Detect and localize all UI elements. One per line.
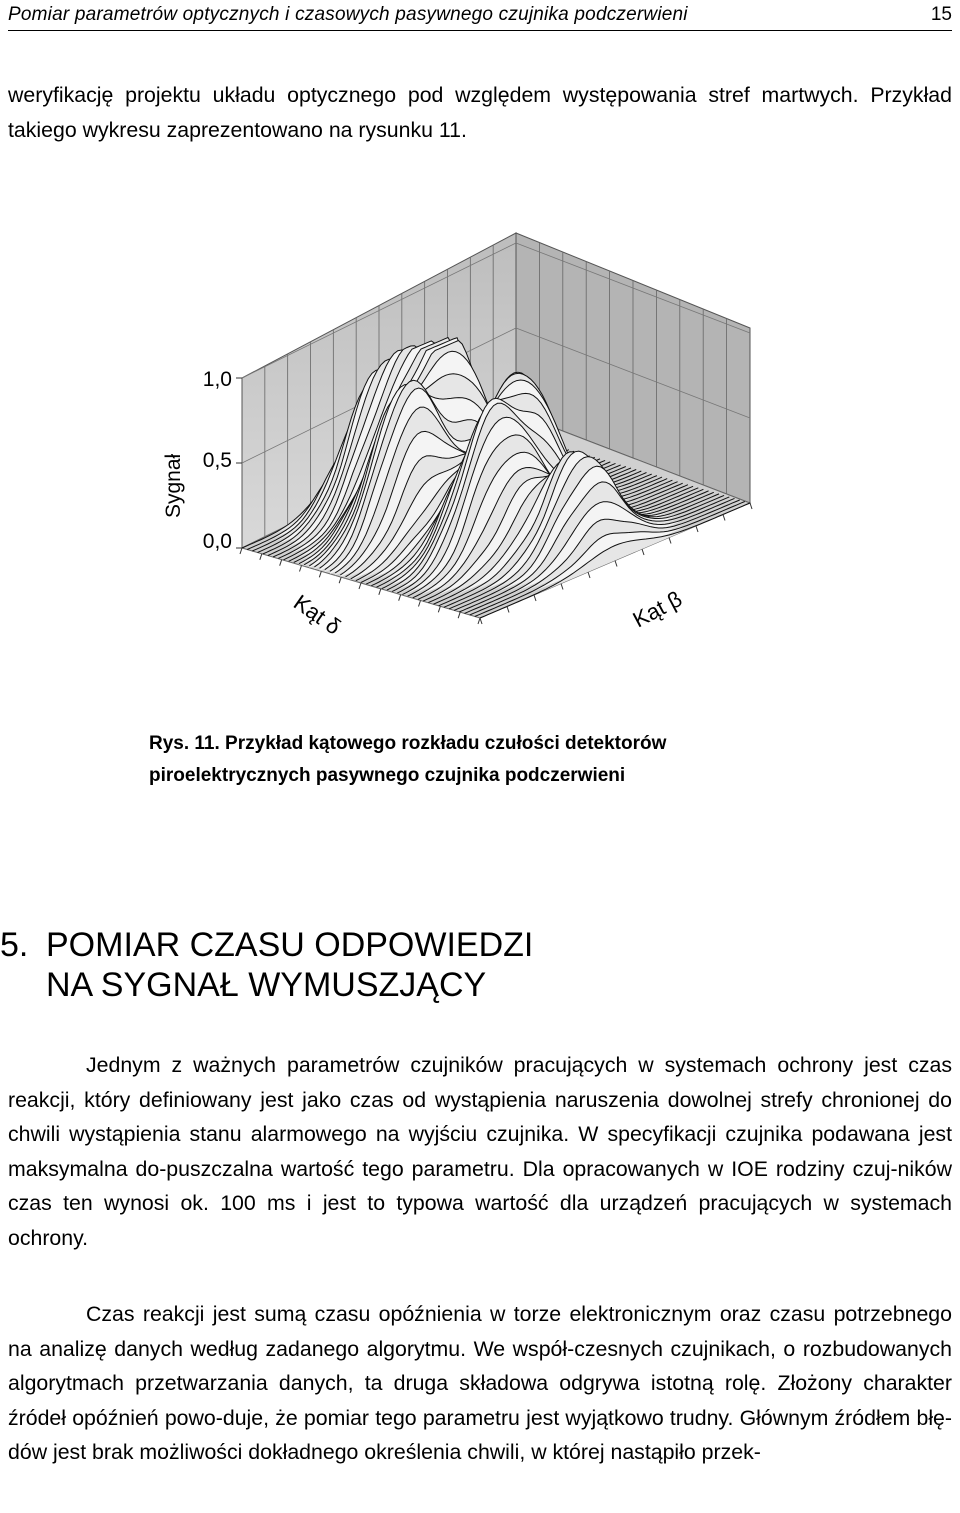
- axis-tick: [379, 589, 381, 595]
- axis-tick: [280, 560, 282, 566]
- axis-tick: [339, 577, 341, 583]
- axis-tick: [588, 572, 590, 578]
- axis-tick: [642, 549, 644, 555]
- axis-tick: [319, 571, 321, 577]
- caption-line-2: piroelektrycznych pasywnego czujnika podczerwieni: [149, 765, 626, 786]
- axis-tick: [669, 538, 671, 544]
- page-number: 15: [930, 4, 952, 25]
- axis-tick: [399, 595, 401, 601]
- intro-paragraph: weryfikację projektu układu optycznego pod względem występowania stref martwych. Przykład takiego wykresu zaprezentowano na rysunku 11.: [8, 83, 952, 142]
- header-title: Pomiar parametrów optycznych i czasowych pasywnego czujnika podczerwieni: [8, 4, 688, 25]
- figure-11: [150, 228, 820, 668]
- y-tick-0-5: 0,5: [202, 449, 232, 472]
- figure-caption: [149, 728, 849, 792]
- axis-tick: [507, 607, 509, 613]
- y-tick-0-0: 0,0: [202, 530, 232, 553]
- caption-line-1: Rys. 11. Przykład kątowego rozkładu czułości detektorów: [149, 733, 667, 754]
- axis-tick: [240, 548, 242, 554]
- axis-tick: [615, 561, 617, 567]
- axis-tick: [438, 606, 440, 612]
- running-header: [8, 0, 952, 31]
- axis-tick: [300, 566, 302, 572]
- axis-tick: [750, 503, 752, 509]
- axis-tick: [723, 515, 725, 521]
- body-paragraph-1: Jednym z ważnych parametrów czujników pracujących w systemach ochrony jest czas reakcji, który definiowany jest jako czas od wystąpienia naruszenia dowolnej strefy chronionej do chwili wystąpienia stanu alarmowego na wyjściu czujnika. W specyfikacji czujnika podawana jest maksymalna do-puszczalna wartość tego parametru. Dla opracowanych w IOE rodziny czuj-ników czas ten wynosi ok. 100 ms i jest to typowa wartość dla urządzeń pracujących w systemach ochrony.: [8, 1053, 952, 1250]
- surface-chart: [150, 228, 820, 668]
- axis-tick: [534, 595, 536, 601]
- axis-tick: [696, 526, 698, 532]
- x-axis-label-delta: Kąt δ: [289, 589, 346, 640]
- axis-tick: [458, 612, 460, 618]
- body-paragraph-2: Czas reakcji jest sumą czasu opóźnienia w torze elektronicznym oraz czasu potrzebnego na analizę danych według zadanego algorytmu. We współ-czesnych czujnikach, o rozbudowanych algorytmach przetwarzania danych, ta druga składowa odgrywa istotną rolę. Złożony charakter źródeł opóźnień powo-duje, że pomiar tego parametru jest wyjątkowo trudny. Głównym źródłem błę-dów jest brak możliwości dokładnego określenia chwili, w której nastąpiło przek-: [8, 1302, 952, 1464]
- y-tick-1-0: 1,0: [202, 368, 232, 391]
- axis-tick: [480, 618, 482, 624]
- axis-tick: [561, 584, 563, 590]
- axis-tick: [478, 618, 480, 624]
- section-title-line-1: POMIAR CZASU ODPOWIEDZI: [46, 926, 534, 964]
- axis-tick: [260, 554, 262, 560]
- section-title-line-2: NA SYGNAŁ WYMUSZJĄCY: [46, 966, 487, 1004]
- x-axis-label-beta: Kąt β: [628, 586, 687, 633]
- section-number: 5.: [0, 926, 29, 964]
- axis-tick: [419, 601, 421, 607]
- y-axis-label: Sygnał: [162, 453, 185, 518]
- axis-tick: [359, 583, 361, 589]
